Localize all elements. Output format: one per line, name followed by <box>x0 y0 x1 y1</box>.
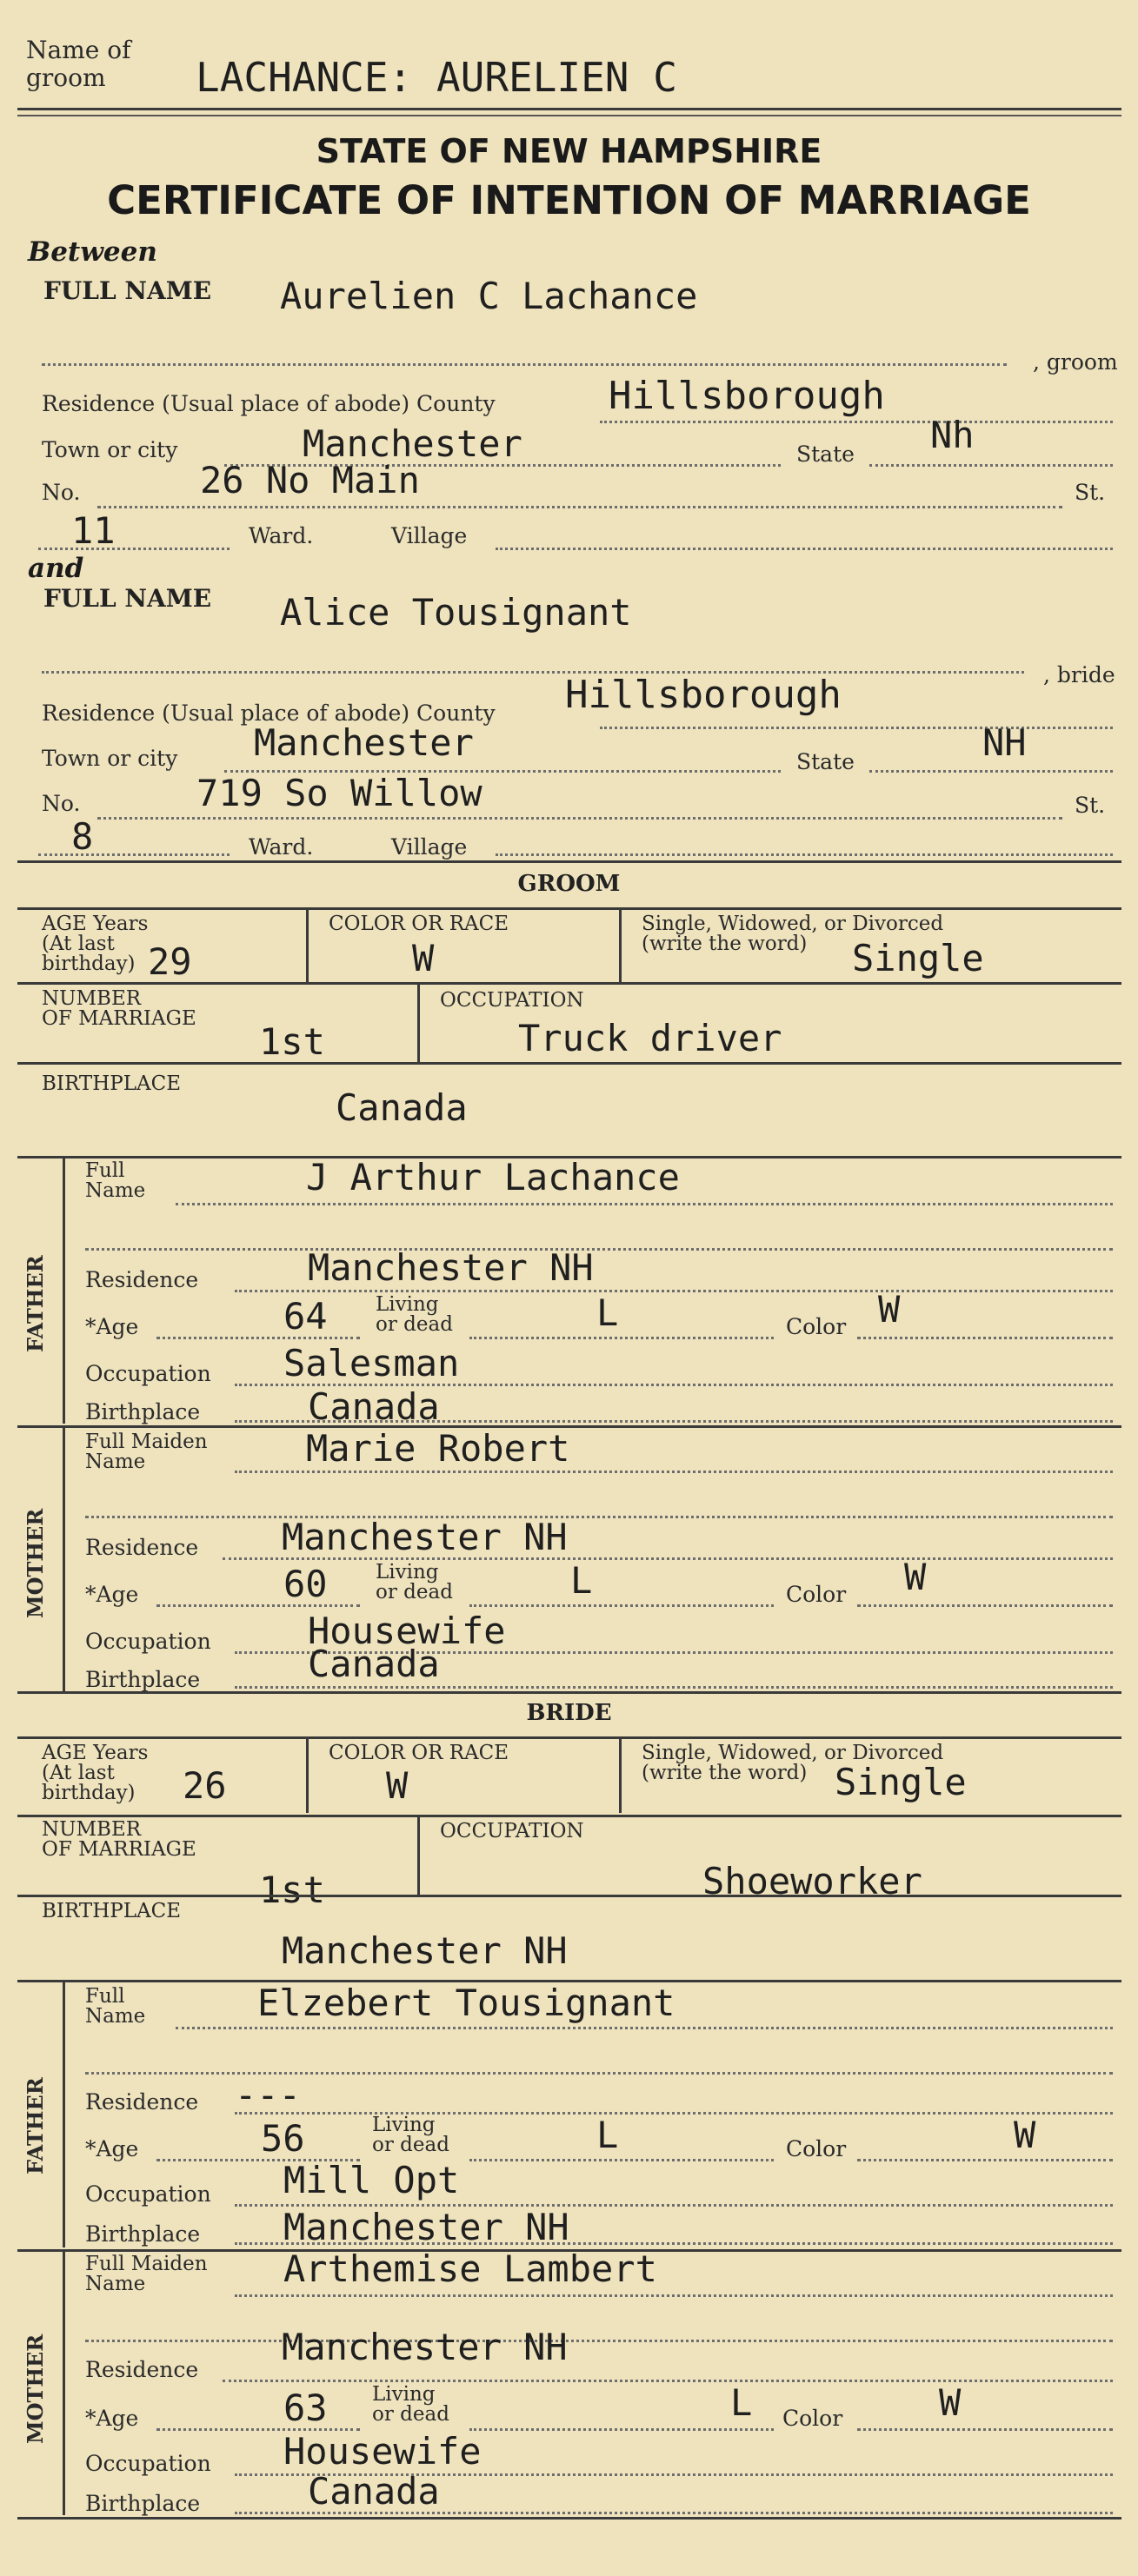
groom-mother-birthplace-value: Canada <box>308 1643 440 1685</box>
groom-mother-birthplace-label: Birthplace <box>85 1667 201 1692</box>
groom-father-living-dots <box>469 1337 774 1339</box>
bride-father-color-label: Color <box>786 2136 847 2161</box>
bride-mother-side-label: MOTHER <box>23 2334 48 2444</box>
groom-village-dots <box>496 548 1113 550</box>
groom-number-of-marriage-label: NUMBER OF MARRIAGE <box>42 987 196 1030</box>
groom-street-dots <box>97 506 1062 508</box>
bride-mother-name-dots <box>235 2294 1113 2297</box>
bride-number-of-marriage-label: NUMBER OF MARRIAGE <box>42 1818 196 1861</box>
bride-suffix: , bride <box>1043 662 1115 687</box>
bride-mother-occupation-value: Housewife <box>283 2430 482 2473</box>
groom-county-value: Hillsborough <box>609 374 885 418</box>
groom-father-age-dots <box>156 1337 360 1339</box>
bride-county-value: Hillsborough <box>565 673 842 717</box>
groom-mother-living-value: L <box>570 1559 593 1602</box>
certificate-title: CERTIFICATE OF INTENTION OF MARRIAGE <box>107 177 1031 223</box>
groom-full-name-label: FULL NAME <box>43 276 212 305</box>
groom-father-occupation-label: Occupation <box>85 1361 211 1386</box>
bride-mother-residence-label: Residence <box>85 2357 199 2382</box>
bride-mother-birthplace-dots <box>235 2512 1113 2514</box>
groom-mother-side-rule <box>63 1427 65 1691</box>
bride-father-age-value: 56 <box>261 2117 305 2160</box>
groom-ward-value: 11 <box>71 509 116 552</box>
groom-mother-name-label: Full Maiden Name <box>85 1431 208 1473</box>
bride-mother-occupation-label: Occupation <box>85 2451 211 2476</box>
bride-mother-name-label: Full Maiden Name <box>85 2253 208 2295</box>
groom-full-name-value: Aurelien C Lachance <box>280 275 698 317</box>
groom-mother-age-value: 60 <box>283 1563 328 1605</box>
bride-state-value: NH <box>982 721 1027 764</box>
groom-street-value: 26 No Main <box>200 459 420 501</box>
bride-mother-name-dots-2 <box>85 2340 1113 2342</box>
groom-father-color-dots <box>857 1337 1113 1339</box>
bride-mother-age-label: *Age <box>85 2406 139 2431</box>
groom-mother-residence-dots <box>223 1557 1113 1560</box>
top-rule-2 <box>17 115 1121 116</box>
groom-father-name-dots <box>176 1203 1113 1205</box>
bride-town-label: Town or city <box>42 746 178 771</box>
bride-father-name-label: Full Name <box>85 1985 146 2028</box>
bride-row2-rule <box>17 1895 1121 1897</box>
bride-mother-living-value: L <box>730 2381 753 2424</box>
groom-father-birthplace-label: Birthplace <box>85 1399 201 1424</box>
bride-father-color-dots <box>857 2159 1113 2161</box>
groom-father-residence-dots <box>235 1290 1113 1292</box>
bride-section-header: BRIDE <box>526 1700 612 1726</box>
bride-color-label: COLOR OR RACE <box>329 1742 509 1764</box>
bride-father-side-rule <box>63 1982 65 2247</box>
groom-mother-age-label: *Age <box>85 1582 139 1607</box>
bride-mother-name-value: Arthemise Lambert <box>283 2247 657 2290</box>
groom-birthplace-label: BIRTHPLACE <box>42 1072 182 1095</box>
bride-occupation-value: Shoeworker <box>702 1860 922 1902</box>
bride-mother-color-value: W <box>939 2381 962 2424</box>
bride-father-color-value: W <box>1014 2114 1036 2156</box>
groom-age-label: AGE Years (At last birthday) <box>42 913 149 975</box>
bride-occupation-label: OCCUPATION <box>440 1820 584 1842</box>
groom-mother-residence-value: Manchester NH <box>282 1516 568 1558</box>
groom-mother-residence-label: Residence <box>85 1535 199 1560</box>
groom-no-label: No. <box>42 480 81 505</box>
bride-father-occupation-label: Occupation <box>85 2181 211 2207</box>
groom-st-label: St. <box>1075 480 1106 505</box>
groom-mother-birthplace-dots <box>235 1686 1113 1689</box>
bride-street-value: 719 So Willow <box>196 772 482 814</box>
bride-father-birthplace-dots <box>235 2242 1113 2245</box>
groom-state-label: State <box>796 442 855 467</box>
groom-marital-value: Single <box>852 937 984 979</box>
groom-father-color-value: W <box>878 1288 901 1331</box>
groom-father-residence-value: Manchester NH <box>308 1246 594 1289</box>
bride-ward-label: Ward. <box>249 834 314 860</box>
groom-age-value: 29 <box>148 940 192 983</box>
groom-ward-label: Ward. <box>249 523 314 548</box>
bride-mother-age-value: 63 <box>283 2387 328 2429</box>
groom-color-value: W <box>412 937 435 979</box>
bride-father-residence-dots <box>235 2112 1113 2115</box>
groom-residence-label: Residence (Usual place of abode) County <box>42 391 496 416</box>
bride-number-divider <box>417 1816 420 1895</box>
groom-mother-color-value: W <box>904 1556 927 1598</box>
groom-father-color-label: Color <box>786 1314 847 1339</box>
groom-mother-name-dots <box>235 1471 1113 1473</box>
bride-state-label: State <box>796 749 855 774</box>
groom-header-rule <box>17 907 1121 910</box>
bride-row1-rule <box>17 1815 1121 1817</box>
groom-county-dots <box>600 421 1113 423</box>
bride-full-name-label: FULL NAME <box>43 584 212 613</box>
groom-father-side-label: FATHER <box>23 1255 48 1352</box>
bride-age-value: 26 <box>183 1764 227 1807</box>
bride-village-dots <box>496 853 1113 856</box>
groom-marital-label: Single, Widowed, or Divorced (write the word) <box>642 913 944 955</box>
groom-father-name-dots-2 <box>85 1248 1113 1251</box>
bride-father-living-value: L <box>596 2114 619 2156</box>
groom-father-side-rule <box>63 1158 65 1424</box>
groom-color-label: COLOR OR RACE <box>329 913 509 935</box>
bride-father-birthplace-label: Birthplace <box>85 2221 201 2247</box>
name-of-groom-value: LACHANCE: AURELIEN C <box>196 54 677 101</box>
groom-father-age-value: 64 <box>283 1295 328 1338</box>
bride-village-label: Village <box>391 834 468 860</box>
and-label: and <box>28 553 84 584</box>
bride-color-value: W <box>386 1764 409 1807</box>
bride-no-label: No. <box>42 791 81 816</box>
bride-number-of-marriage-value: 1st <box>259 1869 325 1911</box>
groom-row1-rule <box>17 982 1121 985</box>
bride-residence-label: Residence (Usual place of abode) County <box>42 700 496 726</box>
groom-father-birthplace-dots <box>235 1420 1113 1423</box>
groom-father-birthplace-value: Canada <box>308 1385 440 1428</box>
groom-father-occupation-value: Salesman <box>283 1342 460 1384</box>
name-of-groom-label: Name of groom <box>26 36 131 92</box>
groom-mother-occupation-label: Occupation <box>85 1629 211 1654</box>
bride-father-residence-label: Residence <box>85 2089 199 2115</box>
bride-marital-label: Single, Widowed, or Divorced (write the word) <box>642 1742 944 1784</box>
groom-birthplace-value: Canada <box>336 1086 468 1129</box>
groom-father-residence-label: Residence <box>85 1267 199 1292</box>
bride-mother-birthplace-label: Birthplace <box>85 2491 201 2516</box>
bride-birthplace-label: BIRTHPLACE <box>42 1900 182 1922</box>
bride-mother-birthplace-value: Canada <box>308 2470 440 2513</box>
bride-mother-side-rule <box>63 2251 65 2515</box>
bride-town-value: Manchester <box>254 721 474 764</box>
bride-name-dots <box>42 671 1024 674</box>
bride-header-rule <box>17 1736 1121 1739</box>
groom-mother-rule <box>17 1691 1121 1694</box>
groom-father-name-label: Full Name <box>85 1159 146 1202</box>
groom-town-label: Town or city <box>42 437 178 462</box>
groom-state-value: Nh <box>930 414 975 456</box>
bride-father-living-label: Living or dead <box>372 2114 449 2156</box>
groom-mother-name-value: Marie Robert <box>306 1427 570 1470</box>
groom-name-dots <box>42 363 1007 366</box>
bride-full-name-value: Alice Tousignant <box>280 591 632 634</box>
groom-section-header: GROOM <box>517 871 621 897</box>
bride-age-divider <box>306 1738 309 1813</box>
groom-age-divider <box>306 909 309 982</box>
groom-suffix: , groom <box>1033 349 1118 375</box>
groom-mother-side-label: MOTHER <box>23 1508 48 1618</box>
bride-st-label: St. <box>1075 793 1106 818</box>
bride-street-dots <box>97 817 1062 820</box>
bride-father-name-dots <box>176 2027 1113 2029</box>
groom-occupation-value: Truck driver <box>518 1017 782 1059</box>
groom-mother-occupation-value: Housewife <box>308 1610 506 1652</box>
bride-mother-residence-value: Manchester NH <box>282 2326 568 2368</box>
groom-village-label: Village <box>391 523 468 548</box>
bride-father-occupation-value: Mill Opt <box>283 2159 460 2201</box>
bride-father-birthplace-value: Manchester NH <box>283 2206 569 2248</box>
groom-color-divider <box>619 909 622 982</box>
bride-age-label: AGE Years (At last birthday) <box>42 1742 149 1804</box>
bride-ward-dots <box>38 853 230 856</box>
bride-father-name-value: Elzebert Tousignant <box>257 1982 675 2024</box>
groom-number-divider <box>417 984 420 1062</box>
groom-mother-name-dots-2 <box>85 1516 1113 1518</box>
bride-mother-rule <box>17 2517 1121 2520</box>
bride-father-residence-value: --- <box>235 2074 301 2116</box>
bride-father-side-label: FATHER <box>23 2077 48 2174</box>
groom-father-living-label: Living or dead <box>376 1293 453 1336</box>
groom-mother-color-label: Color <box>786 1582 847 1607</box>
bride-mother-residence-dots <box>223 2380 1113 2382</box>
bride-mother-color-label: Color <box>782 2406 843 2431</box>
bride-father-age-label: *Age <box>85 2136 139 2161</box>
groom-mother-living-dots <box>469 1604 774 1607</box>
between-label: Between <box>28 236 157 268</box>
groom-mother-color-dots <box>857 1604 1113 1607</box>
groom-occupation-label: OCCUPATION <box>440 989 584 1012</box>
groom-number-of-marriage-value: 1st <box>259 1020 325 1063</box>
groom-state-dots <box>869 464 1113 467</box>
groom-ward-dots <box>38 548 230 550</box>
state-title: STATE OF NEW HAMPSHIRE <box>316 132 822 170</box>
bride-father-living-dots <box>469 2159 774 2161</box>
bride-mother-living-dots <box>469 2428 774 2431</box>
bride-color-divider <box>619 1738 622 1813</box>
groom-table-top-rule <box>17 860 1121 863</box>
groom-mother-living-label: Living or dead <box>376 1561 453 1603</box>
bride-mother-living-label: Living or dead <box>372 2383 449 2426</box>
bride-state-dots <box>869 770 1113 773</box>
bride-mother-color-dots <box>857 2428 1113 2431</box>
groom-row2-rule <box>17 1062 1121 1065</box>
bride-marital-value: Single <box>835 1761 967 1803</box>
groom-father-living-value: L <box>596 1291 619 1334</box>
groom-town-value: Manchester <box>303 422 522 465</box>
groom-father-name-value: J Arthur Lachance <box>306 1156 680 1198</box>
groom-father-age-label: *Age <box>85 1314 139 1339</box>
bride-ward-value: 8 <box>71 815 94 858</box>
groom-mother-age-dots <box>156 1604 360 1607</box>
top-rule <box>17 108 1121 110</box>
bride-birthplace-value: Manchester NH <box>282 1929 568 1972</box>
bride-county-dots <box>600 727 1113 729</box>
